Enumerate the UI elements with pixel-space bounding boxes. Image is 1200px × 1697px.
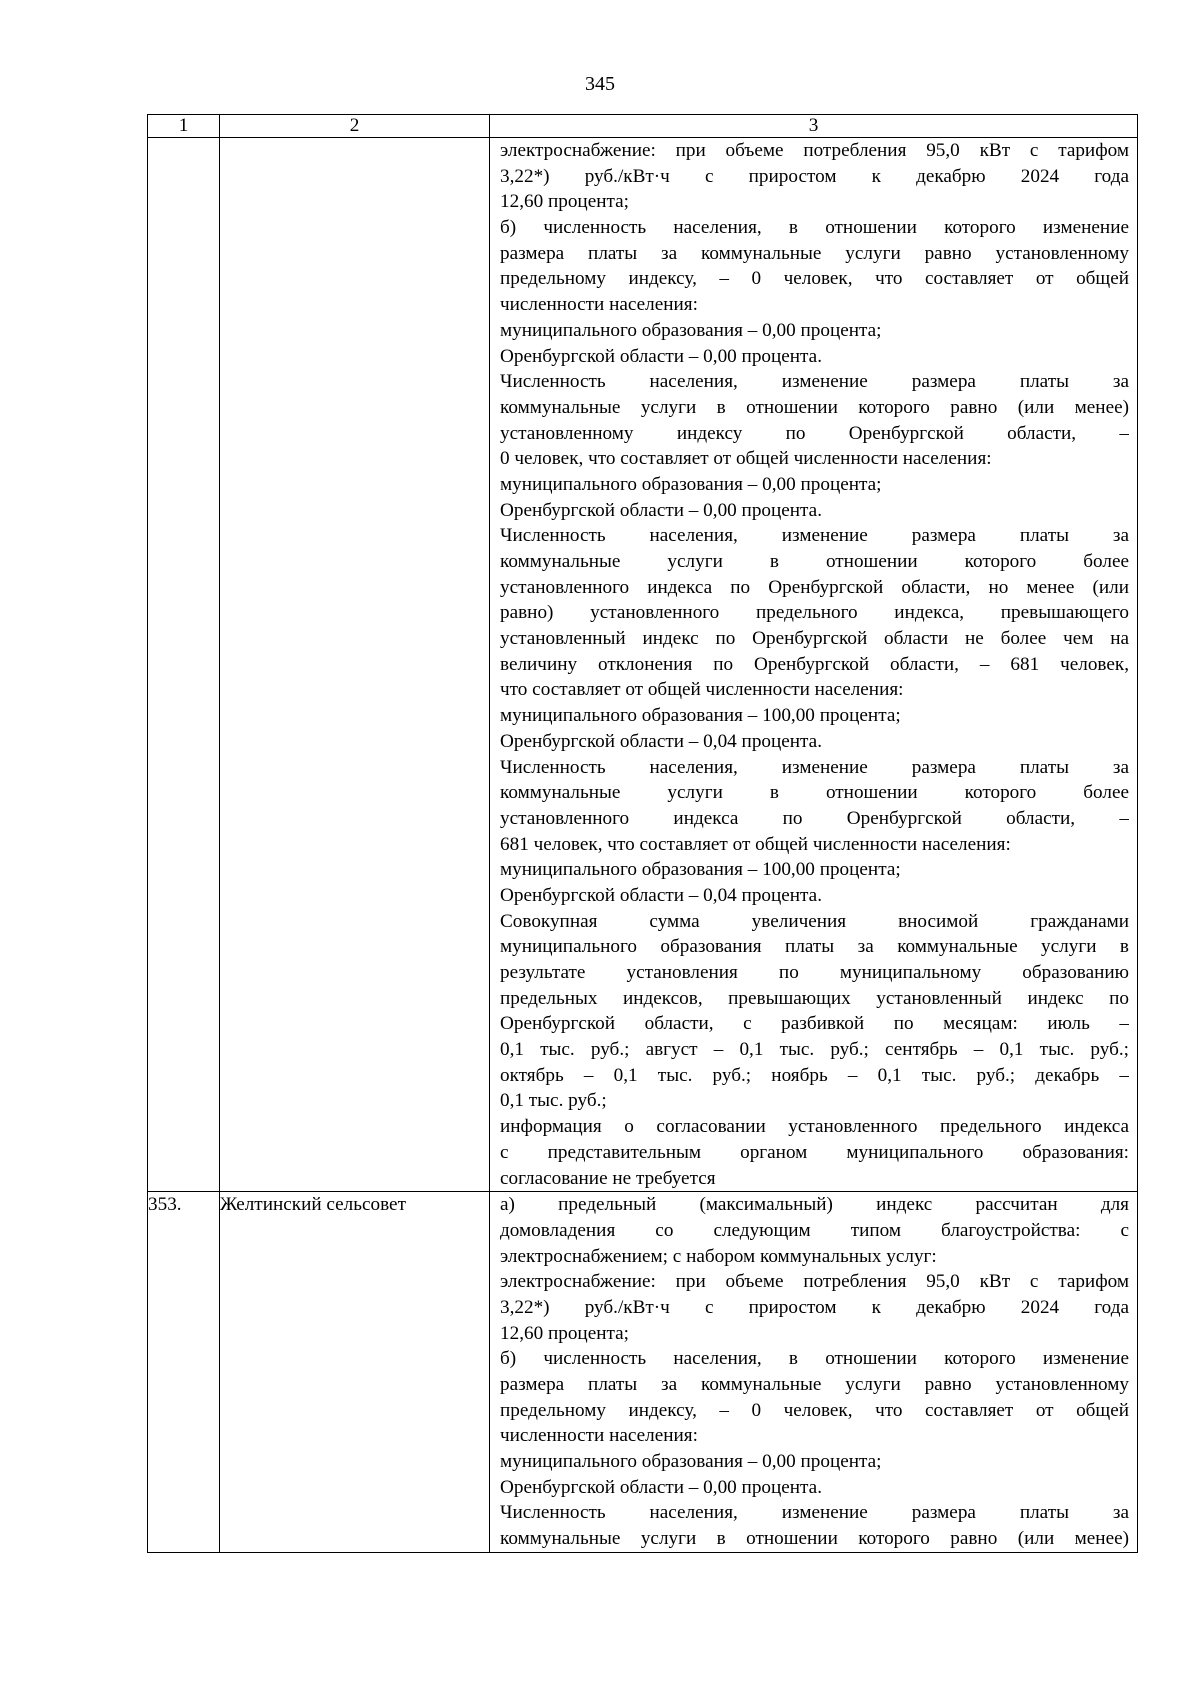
table-row-353	[148, 1192, 1138, 1553]
text-line: Оренбургской области – 0,00 процента.	[500, 1476, 822, 1498]
text-line: б) численность населения, в отношении которого изменение	[500, 217, 1129, 239]
text-line: электроснабжение: при объеме потребления 95,0 кВт с тарифом	[500, 1271, 1129, 1293]
text-line: с представительным органом муниципального образования:	[500, 1141, 1129, 1163]
text-line: установленного индекса по Оренбургской области, –	[500, 807, 1129, 829]
header-col-3: 3	[490, 115, 1138, 138]
municipality-name: Желтинский сельсовет	[220, 1192, 490, 1553]
text-line: 681 человек, что составляет от общей численности населения:	[500, 833, 1011, 855]
text-line: Численность населения, изменение размера платы за	[500, 756, 1129, 778]
text-line: муниципального образования – 0,00 процента;	[500, 319, 882, 341]
text-line: Численность населения, изменение размера платы за	[500, 371, 1129, 393]
text-line: муниципального образования – 100,00 процента;	[500, 859, 901, 881]
text-line: а) предельный (максимальный) индекс рассчитан для	[500, 1194, 1129, 1216]
text-line: 0 человек, что составляет от общей численности населения:	[500, 448, 992, 470]
table-header-row	[148, 115, 1138, 138]
municipality-name	[220, 138, 490, 1192]
text-line: размера платы за коммунальные услуги равно установленному	[500, 242, 1129, 264]
text-line: б) численность населения, в отношении которого изменение	[500, 1348, 1129, 1370]
text-line: муниципального образования – 100,00 процента;	[500, 705, 901, 727]
text-line: 12,60 процента;	[500, 191, 629, 213]
text-line: домовладения со следующим типом благоустройства: с	[500, 1219, 1129, 1241]
text-line: информация о согласовании установленного предельного индекса	[500, 1116, 1129, 1138]
table-row-continued	[148, 138, 1138, 1192]
text-line: величину отклонения по Оренбургской области, – 681 человек,	[500, 653, 1129, 675]
text-line: Оренбургской области, с разбивкой по месяцам: июль –	[500, 1013, 1129, 1035]
text-line: Оренбургской области – 0,04 процента.	[500, 884, 822, 906]
text-line: муниципального образования – 0,00 процента;	[500, 473, 882, 495]
text-line: коммунальные услуги в отношении которого более	[500, 551, 1129, 572]
text-line: установленному индексу по Оренбургской области, –	[500, 422, 1129, 444]
text-line: результате установления по муниципальному образованию	[500, 962, 1129, 983]
page-number: 345	[585, 73, 615, 95]
text-line: коммунальные услуги в отношении которого более	[500, 782, 1129, 804]
text-line: согласование не требуется	[500, 1167, 716, 1189]
text-line: Оренбургской области – 0,00 процента.	[500, 345, 822, 367]
text-line: численности населения:	[500, 294, 698, 316]
tariff-table	[147, 114, 1138, 1553]
text-line: 12,60 процента;	[500, 1322, 629, 1344]
text-line: численности населения:	[500, 1425, 698, 1447]
header-col-1: 1	[148, 115, 220, 138]
text-line: установленного индекса по Оренбургской области, но менее (или	[500, 576, 1129, 598]
header-col-2: 2	[220, 115, 490, 138]
text-line: предельному индексу, – 0 человек, что составляет от общей	[500, 1399, 1129, 1421]
text-line: муниципального образования – 0,00 процента;	[500, 1451, 882, 1473]
text-line: Оренбургской области – 0,00 процента.	[500, 499, 822, 521]
row-number	[148, 138, 220, 1192]
text-line: равно) установленного предельного индекса, превышающего	[500, 602, 1129, 624]
text-line: Численность населения, изменение размера платы за	[500, 1502, 1129, 1524]
description-lines	[490, 138, 1137, 1191]
row-number: 353.	[148, 1192, 220, 1553]
text-line: 0,1 тыс. руб.; август – 0,1 тыс. руб.; сентябрь – 0,1 тыс. руб.;	[500, 1039, 1129, 1061]
row-description	[490, 138, 1138, 1192]
text-line: электроснабжение: при объеме потребления 95,0 кВт с тарифом	[500, 140, 1129, 161]
text-line: муниципального образования платы за коммунальные услуги в	[500, 936, 1129, 958]
text-line: 3,22*) руб./кВт·ч с приростом к декабрю 2024 года	[500, 165, 1129, 187]
text-line: Оренбургской области – 0,04 процента.	[500, 730, 822, 752]
text-line: 3,22*) руб./кВт·ч с приростом к декабрю 2024 года	[500, 1296, 1129, 1318]
text-line: предельному индексу, – 0 человек, что составляет от общей	[500, 268, 1129, 290]
text-line: коммунальные услуги в отношении которого равно (или менее)	[500, 1528, 1129, 1550]
text-line: электроснабжением; с набором коммунальных услуг:	[500, 1245, 937, 1267]
text-line: размера платы за коммунальные услуги равно установленному	[500, 1374, 1129, 1395]
text-line: предельных индексов, превышающих установленный индекс по	[500, 987, 1129, 1009]
text-line: что составляет от общей численности населения:	[500, 679, 904, 701]
text-line: 0,1 тыс. руб.;	[500, 1090, 607, 1112]
row-description	[490, 1192, 1138, 1553]
text-line: октябрь – 0,1 тыс. руб.; ноябрь – 0,1 тыс. руб.; декабрь –	[500, 1064, 1129, 1086]
description-lines	[490, 1192, 1137, 1552]
text-line: коммунальные услуги в отношении которого равно (или менее)	[500, 396, 1129, 418]
text-line: установленный индекс по Оренбургской области не более чем на	[500, 628, 1129, 650]
text-line: Численность населения, изменение размера платы за	[500, 525, 1129, 547]
text-line: Совокупная сумма увеличения вносимой гражданами	[500, 910, 1129, 932]
